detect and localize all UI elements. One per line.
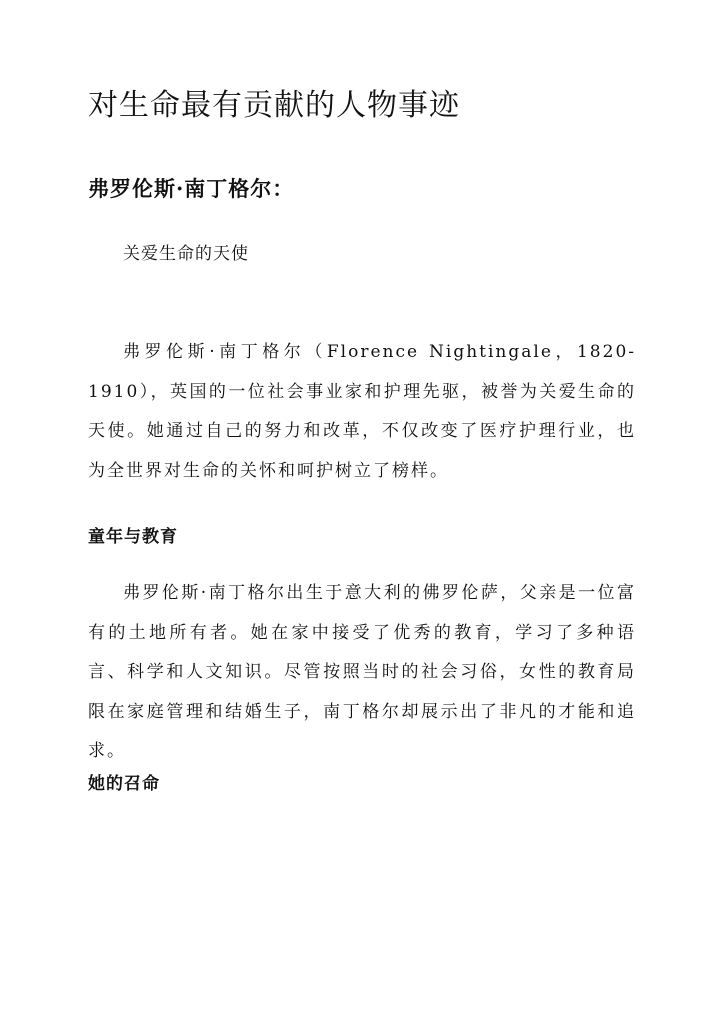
section-heading-calling: 她的召命 — [88, 774, 160, 794]
subtitle: 关爱生命的天使 — [123, 244, 249, 264]
section-heading-childhood: 童年与教育 — [88, 527, 178, 547]
person-heading: 弗罗伦斯·南丁格尔： — [88, 176, 295, 201]
document-title: 对生命最有贡献的人物事迹 — [88, 88, 460, 123]
intro-paragraph: 弗罗伦斯·南丁格尔（Florence Nightingale，1820-1910），英国的一位社会事业家和护理先驱，被誉为关爱生命的天使。她通过自己的努力和改革，不仅改变了医疗护理行业，也为全世界对生命的关怀和呵护树立了榜样。 — [88, 342, 637, 481]
childhood-paragraph: 弗罗伦斯·南丁格尔出生于意大利的佛罗伦萨，父亲是一位富有的土地所有者。她在家中接受了优秀的教育，学习了多种语言、科学和人文知识。尽管按照当时的社会习俗，女性的教育局限在家庭管理和结婚生子，南丁格尔却展示出了非凡的才能和追求。 — [88, 583, 636, 761]
